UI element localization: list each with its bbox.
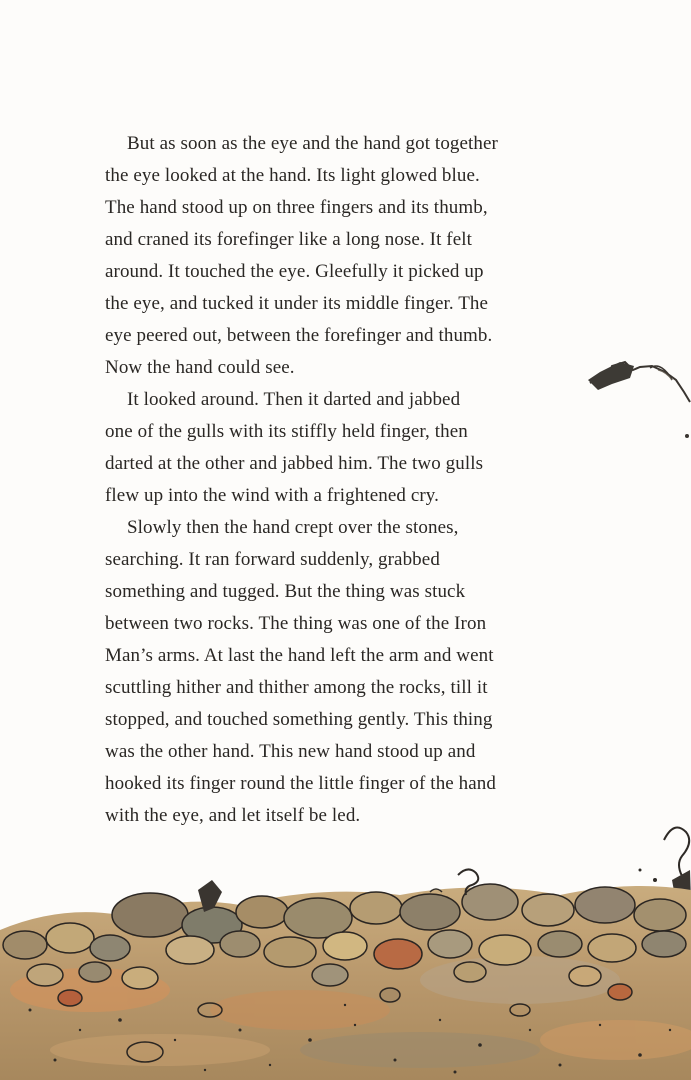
paragraph: [105, 128, 585, 384]
text-line: and craned its forefinger like a long nose. It felt: [105, 229, 473, 250]
story-text: [105, 128, 585, 832]
text-line: around. It touched the eye. Gleefully it picked up: [105, 261, 484, 282]
paragraph: [105, 384, 585, 512]
text-line: something and tugged. But the thing was stuck: [105, 581, 466, 602]
text-line: Slowly then the hand crept over the stones,: [127, 517, 459, 538]
text-line: It looked around. Then it darted and jabbed: [127, 389, 461, 410]
text-line: between two rocks. The thing was one of the Iron: [105, 613, 487, 634]
text-line: searching. It ran forward suddenly, grabbed: [105, 549, 440, 570]
text-line: was the other hand. This new hand stood up and: [105, 741, 476, 762]
text-line: darted at the other and jabbed him. The two gulls: [105, 453, 484, 474]
text-line: Now the hand could see.: [105, 357, 295, 378]
text-line: the eye looked at the hand. Its light glowed blue.: [105, 165, 480, 186]
text-line: hooked its finger round the little finger of the hand: [105, 773, 497, 794]
paragraph: [105, 512, 585, 832]
text-line: stopped, and touched something gently. This thing: [105, 709, 493, 730]
text-line: eye peered out, between the forefinger and thumb.: [105, 325, 493, 346]
text-line: the eye, and tucked it under its middle finger. The: [105, 293, 489, 314]
text-line: flew up into the wind with a frightened cry.: [105, 485, 439, 506]
text-line: scuttling hither and thither among the rocks, till it: [105, 677, 488, 698]
text-line: one of the gulls with its stiffly held finger, then: [105, 421, 468, 442]
iron-arm-fragment-icon: [588, 362, 690, 438]
text-line: The hand stood up on three fingers and its thumb,: [105, 197, 488, 218]
text-line: with the eye, and let itself be led.: [105, 805, 361, 826]
text-line: Man’s arms. At last the hand left the arm and went: [105, 645, 494, 666]
text-line: But as soon as the eye and the hand got together: [127, 133, 498, 154]
